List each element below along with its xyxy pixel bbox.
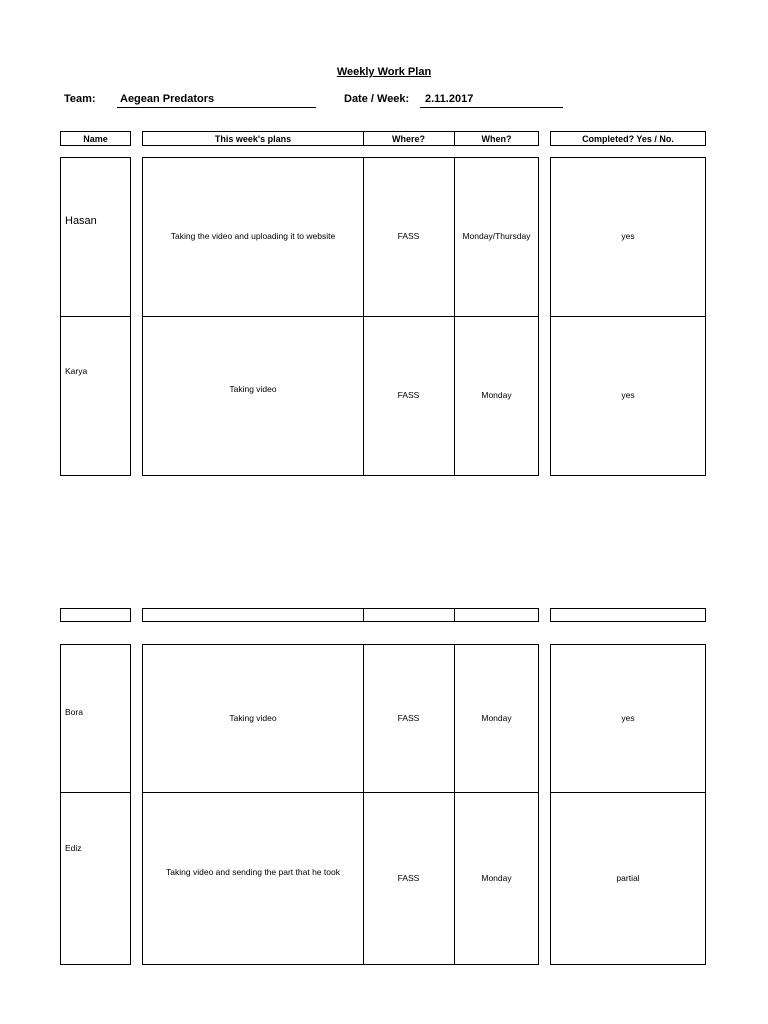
date-label: Date / Week:	[344, 93, 410, 105]
header-name: Name	[83, 133, 108, 144]
completed-cell: yes	[621, 231, 635, 241]
plans-table-2	[142, 644, 539, 965]
header-name-box	[60, 131, 131, 146]
completed-cell: yes	[621, 390, 635, 400]
name-cell: Karya	[65, 366, 88, 376]
when-cell: Monday/Thursday	[462, 231, 531, 241]
header-completed-box-2	[550, 608, 706, 622]
plan-cell: Taking video and sending the part that he took	[166, 867, 340, 877]
plans-table-1	[142, 157, 539, 476]
name-column-2	[60, 644, 131, 965]
name-column-1	[60, 157, 131, 476]
completed-cell: partial	[616, 873, 640, 883]
team-value: Aegean Predators	[120, 93, 215, 105]
name-cell: Ediz	[65, 843, 82, 853]
name-cell: Bora	[65, 707, 83, 717]
completed-column-2	[550, 644, 706, 965]
header-completed: Completed? Yes / No.	[582, 133, 674, 144]
when-cell: Monday	[481, 873, 512, 883]
where-cell: FASS	[397, 390, 420, 400]
header-completed-box	[550, 131, 706, 146]
page-title: Weekly Work Plan	[336, 66, 432, 78]
header-plans-box	[142, 131, 539, 146]
header-plans: This week's plans	[214, 133, 292, 144]
plan-cell: Taking video	[229, 713, 277, 723]
header-plans-box-2	[142, 608, 539, 622]
team-underline	[117, 107, 316, 108]
date-value: 2.11.2017	[425, 93, 474, 105]
where-cell: FASS	[397, 713, 420, 723]
header-name-box-2	[60, 608, 131, 622]
completed-column-1	[550, 157, 706, 476]
where-cell: FASS	[397, 873, 420, 883]
name-cell: Hasan	[65, 215, 97, 227]
team-label: Team:	[64, 93, 96, 105]
where-cell: FASS	[397, 231, 420, 241]
plan-cell: Taking the video and uploading it to website	[170, 231, 336, 241]
when-cell: Monday	[481, 390, 512, 400]
when-cell: Monday	[481, 713, 512, 723]
date-underline	[420, 107, 563, 108]
plan-cell: Taking video	[229, 384, 277, 394]
header-where: Where?	[391, 133, 425, 144]
header-when: When?	[481, 133, 512, 144]
completed-cell: yes	[621, 713, 635, 723]
